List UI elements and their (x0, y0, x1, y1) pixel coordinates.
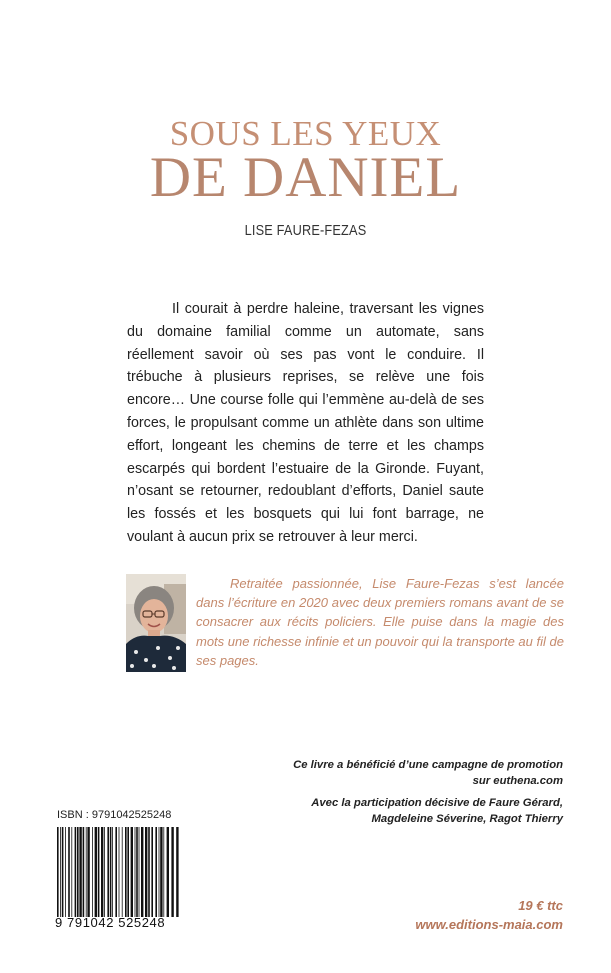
barcode (55, 827, 181, 917)
author-portrait-image (126, 574, 186, 672)
price: 19 € ttc (518, 898, 563, 913)
isbn-label: ISBN : 9791042525248 (57, 809, 172, 821)
book-title-line2: DE DANIEL (149, 146, 462, 209)
participation-line2: Magdeleine Séverine, Ragot Thierry (371, 813, 563, 825)
promotion-note (223, 757, 563, 789)
author-bio: Retraitée passionnée, Lise Faure-Fezas s’est lancée dans l’écriture en 2020 avec deux premiers romans avant de se consacrer aux récits policiers. Elle puise dans la magie des mots une richesse infinie et un pouvoir qui la transporte au fil de ses pages. (196, 576, 564, 668)
book-title-line1: SOUS LES YEUX (169, 114, 442, 153)
promotion-line2: sur euthena.com (472, 775, 563, 787)
author-name: LISE FAURE-FEZAS (244, 222, 367, 239)
isbn-block (55, 809, 181, 934)
participation-note (223, 795, 563, 827)
barcode-digits: 9 791042 525248 (55, 915, 166, 930)
publisher-website: www.editions-maia.com (415, 917, 563, 932)
author-photo (126, 574, 186, 672)
back-cover-blurb: Il courait à perdre haleine, traversant les vignes du domaine familial comme un automate, sans réellement savoir où ses pas vont le conduire. Il trébuche à plusieurs reprises, se relève une fois encore… Une course folle qui l’emmène au-delà de ses forces, le propulsant comme un athlète dans son ultime effort, longeant les chemins de terre et les champs escarpés qui bordent l’estuaire de la Gironde. Fuyant, n’osant se retourner, redoublant d’efforts, Daniel saute les fossés et les bosquets qui lui font barrage, ne voulant à aucun prix se retrouver à leur merci. (127, 301, 484, 545)
participation-line1: Avec la participation décisive de Faure Gérard, (311, 797, 563, 809)
promotion-line1: Ce livre a bénéficié d’une campagne de promotion (293, 759, 563, 771)
